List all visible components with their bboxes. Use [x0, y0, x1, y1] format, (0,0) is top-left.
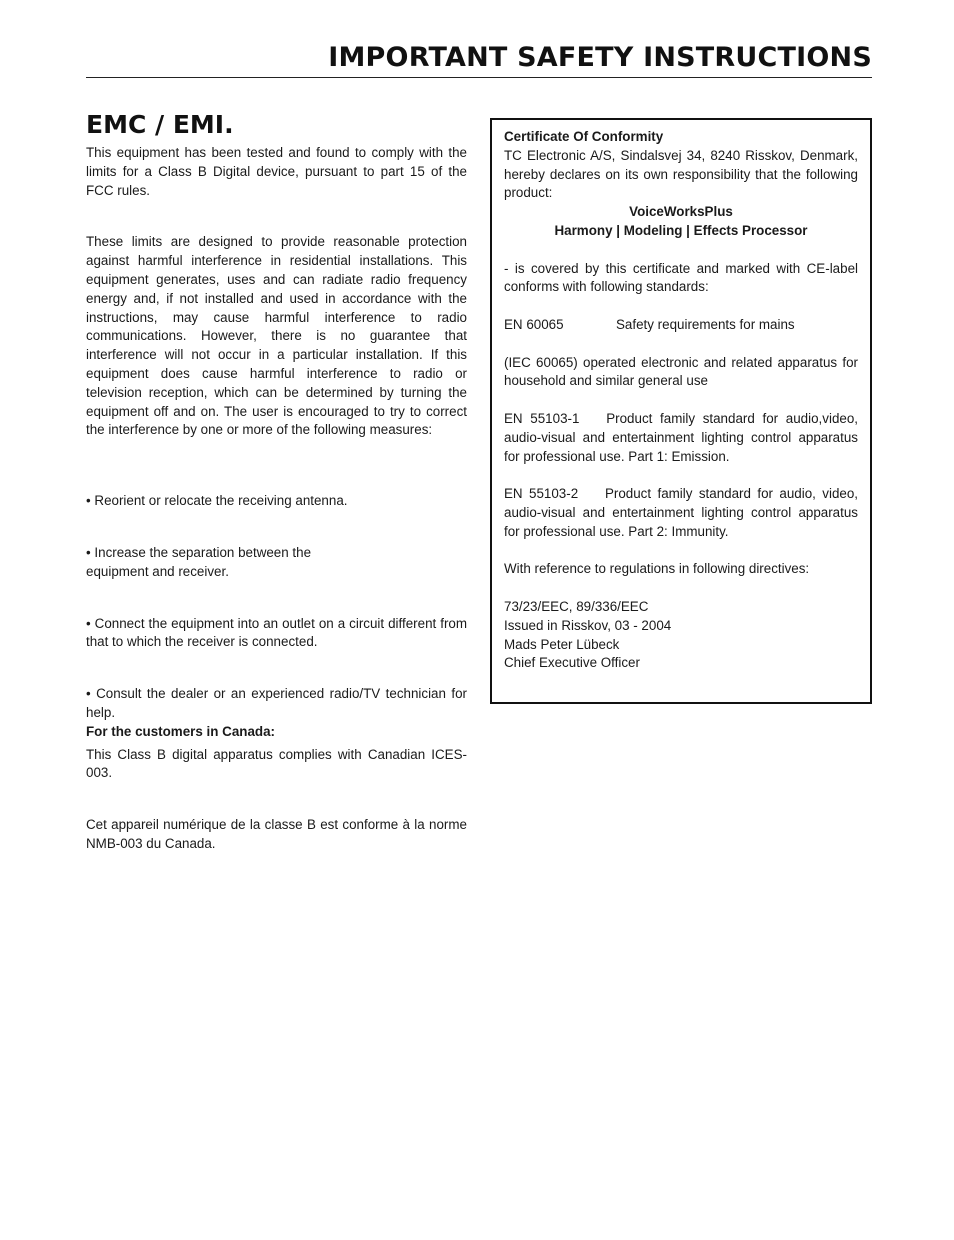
- bullet-separation-cont: equipment and receiver.: [86, 563, 229, 579]
- header-divider: [86, 77, 872, 78]
- bullet-outlet: • Connect the equipment into an outlet on a circuit different from that to which the receiver is connected.: [86, 615, 467, 650]
- product-name: VoiceWorksPlus: [629, 204, 733, 220]
- page-title: IMPORTANT SAFETY INSTRUCTIONS: [328, 42, 872, 73]
- standard-code: EN 55103-2: [504, 486, 579, 502]
- signer-name: Mads Peter Lübeck: [504, 636, 620, 652]
- standard-description: Product family standard for audio,video, audio-visual and entertainment lighting control apparatus for professional use. Part 1: Emission.: [504, 410, 859, 464]
- directives-list: 73/23/EEC, 89/336/EEC: [504, 598, 649, 614]
- canada-ices-paragraph: This Class B digital apparatus complies with Canadian ICES-003.: [86, 746, 467, 781]
- fcc-compliance-paragraph: This equipment has been tested and found to comply with the limits for a Class B Digital device, pursuant to part 15 of the FCC rules.: [86, 145, 467, 198]
- standard-en55103-1: [504, 410, 858, 466]
- bullet-reorient: • Reorient or relocate the receiving antenna.: [86, 493, 348, 509]
- section-heading: EMC / EMI.: [86, 110, 234, 139]
- canada-heading: For the customers in Canada:: [86, 723, 275, 739]
- standard-iec60065-description: (IEC 60065) operated electronic and related apparatus for household and similar general use: [504, 354, 858, 389]
- certificate-intro: TC Electronic A/S, Sindalsvej 34, 8240 Risskov, Denmark, hereby declares on its own responsibility that the following product:: [504, 147, 858, 201]
- directives-reference: With reference to regulations in following directives:: [504, 561, 810, 577]
- standard-description: Product family standard for audio, video, audio-visual and entertainment lighting control apparatus for professional use. Part 2: Immunity.: [504, 486, 859, 539]
- coverage-statement: - is covered by this certificate and marked with CE-label conforms with following standards:: [504, 260, 858, 295]
- standard-code: EN 60065: [504, 316, 564, 332]
- standard-code: EN 55103-1: [504, 410, 580, 426]
- signer-title: Chief Executive Officer: [504, 655, 640, 671]
- issue-date: Issued in Risskov, 03 - 2004: [504, 617, 672, 633]
- bullet-dealer: • Consult the dealer or an experienced radio/TV technician for help.: [86, 686, 467, 720]
- standard-en55103-2: [504, 485, 858, 541]
- certificate-of-conformity-box: [490, 118, 872, 704]
- product-description: Harmony | Modeling | Effects Processor: [554, 222, 808, 238]
- emc-section: [86, 108, 467, 854]
- certificate-title: Certificate Of Conformity: [504, 129, 664, 144]
- standard-description: Safety requirements for mains: [616, 316, 795, 332]
- interference-paragraph: These limits are designed to provide reasonable protection against harmful interference in residential installations. This equipment generates, uses and can radiate radio frequency energy and, if not installed and used in accordance with the instructions, may cause harmful interference to radio communications. However, there is no guarantee that interference will not occur in a particular installation. If this equipment does cause harmful interference to radio or television reception, which can be determined by turning the equipment off and on. The user is encouraged to try to correct the interference by one or more of the following measures:: [86, 234, 467, 438]
- bullet-separation: • Increase the separation between the: [86, 544, 312, 560]
- standard-row-en60065: [504, 316, 858, 335]
- canada-nmb-paragraph: Cet appareil numérique de la classe B est conforme à la norme NMB-003 du Canada.: [86, 817, 467, 851]
